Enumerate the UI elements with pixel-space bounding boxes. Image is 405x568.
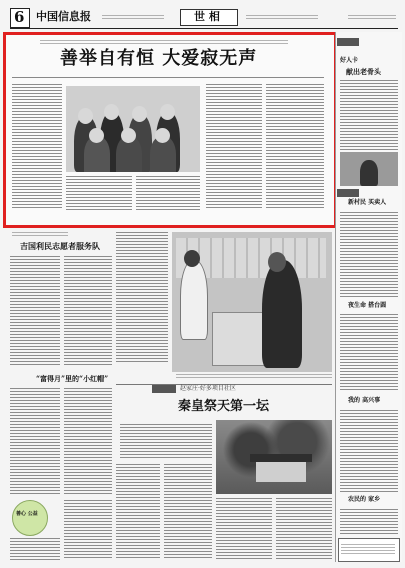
- sidebar-lead-subtitle: 献出老骨头: [346, 67, 381, 76]
- masthead-rule: [10, 28, 398, 29]
- bottom-col4-text: [276, 498, 332, 560]
- sidebar-photo: [340, 152, 398, 186]
- feature-col4-text: [206, 84, 262, 210]
- sidebar-item2-title: 夜生命 搭台圆: [348, 302, 387, 309]
- bottom-col2-text: [164, 464, 212, 560]
- left-story2-col1: [10, 388, 60, 494]
- left-badge: [12, 500, 48, 536]
- left-story1-col1: [10, 256, 60, 366]
- left-kicker: [12, 232, 68, 236]
- left-badge-text: 善心 公益: [16, 511, 38, 517]
- bottom-kicker-tag: [152, 385, 176, 393]
- center-photo-caption: [176, 374, 332, 380]
- sidebar-tab-1: [337, 38, 359, 46]
- sidebar-footer-text: [341, 544, 395, 556]
- feature-col1-text: [12, 84, 62, 208]
- sidebar-item3-text: [340, 410, 398, 492]
- masthead: [10, 8, 398, 28]
- bottom-col3-text: [216, 498, 272, 560]
- masthead-dateline: [102, 15, 164, 20]
- left-story2-col2: [64, 388, 112, 494]
- sidebar-item4-text: [340, 509, 398, 535]
- sidebar-item2-text: [340, 314, 398, 392]
- page-number: 6: [14, 8, 25, 26]
- feature-col2-text: [66, 176, 132, 210]
- sidebar-item4-title: 农民的 家乡: [348, 496, 381, 503]
- sidebar-tab-2: [337, 189, 359, 197]
- bottom-headline: 秦皇祭天第一坛: [178, 399, 270, 414]
- left-bottom-col1: [10, 538, 60, 560]
- center-main-photo: [172, 232, 332, 372]
- left-bottom-col2: [64, 500, 112, 560]
- feature-col3-text: [136, 176, 200, 210]
- section-tag: 世 相: [194, 10, 220, 23]
- feature-headline-rule: [12, 77, 324, 78]
- feature-group-photo: [66, 86, 200, 172]
- sidebar-item1-text: [340, 212, 398, 298]
- bottom-temple-photo: [216, 420, 332, 494]
- bottom-lead-text: [120, 424, 212, 460]
- bottom-kicker: 赵家庄·好多项目社区: [180, 385, 236, 392]
- sidebar-item1-title: 新村民 买卖人: [348, 199, 387, 206]
- paper-name: 中国信息报: [36, 10, 91, 23]
- masthead-date: [348, 15, 396, 20]
- feature-kicker: [40, 40, 288, 44]
- feature-col5-text: [266, 84, 324, 210]
- feature-headline: 善举自有恒 大爱寂无声: [60, 48, 258, 69]
- bottom-col1-text: [116, 464, 160, 560]
- sidebar-lead-text: [340, 80, 398, 150]
- masthead-editor: [246, 15, 318, 20]
- sidebar-lead-title: 好人卡: [340, 57, 359, 64]
- center-col1-text: [116, 232, 168, 362]
- sidebar-item3-title: 我的 高兴事: [348, 397, 381, 404]
- left-story1-title: 吉国利民志愿者服务队: [20, 241, 100, 251]
- left-story2-title: “富得月”里的“小红帽”: [36, 374, 109, 383]
- left-story1-col2: [64, 256, 112, 366]
